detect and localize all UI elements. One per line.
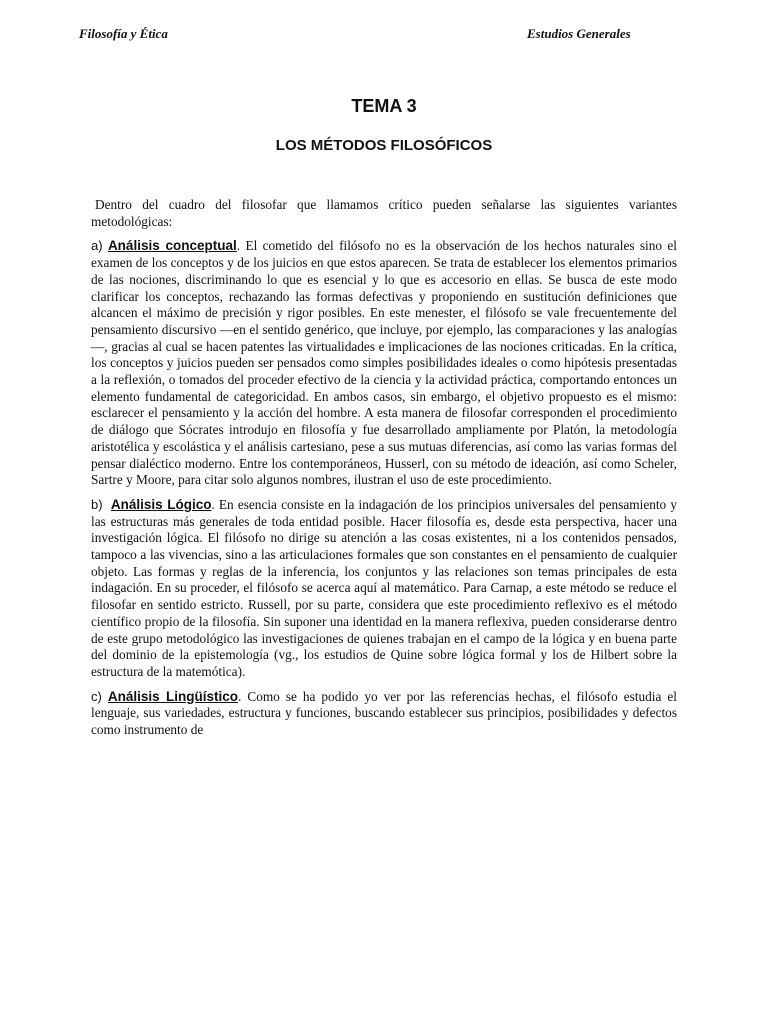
document-body (91, 197, 677, 747)
running-header-right: Estudios Generales (527, 26, 631, 41)
section-a-paragraph (91, 238, 677, 489)
intro-paragraph: Dentro del cuadro del filosofar que llamamos crítico pueden señalarse las siguientes variantes metodológicas: (91, 197, 677, 229)
section-a-text: . El cometido del filósofo no es la observación de los hechos naturales sino el examen de los conceptos y de los juicios en que estos aparecen. Se trata de establecer los elementos primarios de las nociones, discriminando lo que es esencial y lo que es accesorio en ellas. Se busca de este modo clarificar los conceptos, rechazando las formas defectivas y proponiendo en sustitución definiciones que alcancen el máximo de precisión y rigor posibles. En este menester, el filósofo se vale frecuentemente del pensamiento discursivo —en el sentido genérico, que incluye, por ejemplo, las comparaciones y las analogías—, gracias al cual se hacen patentes las virtualidades e implicaciones de las nociones criticadas. En la crítica, los conceptos y juicios pueden ser pensados como simples posibilidades ideales o como hipótesis presentadas a la reflexión, o tomados del proceder efectivo de la ciencia y la actividad práctica, comportando entonces un elemento fundamental de categoricidad. En ambos casos, sin embargo, el objetivo propuesto es el mismo: esclarecer el pensamiento y la acción del hombre. A esta manera de filosofar corresponden el procedimiento de diálogo que Sócrates introdujo en filosofía y fue desarrollado ampliamente por Platón, la metodología aristotélica y escolástica y el análisis cartesiano, pese a sus mutuas diferencias, así como las varias formas del pensar dialéctico moderno. Entre los contemporáneos, Husserl, con su método de ideación, así como Scheler, Sartre y Moore, para citar solo algunos nombres, ilustran el uso de este procedimiento. (91, 238, 678, 488)
section-b-marker: b) (91, 496, 103, 512)
section-c-marker: c) (91, 688, 102, 704)
section-b-text: . En esencia consiste en la indagación de los principios universales del pensamiento y las estructuras más generales de toda entidad posible. Hacer filosofía es, desde esta perspectiva, hacer una investigación lógica. El filósofo no dirige su atención a las cosas existentes, ni a los contenidos pensados, tampoco a las vivencias, sino a las articulaciones formales que son constantes en el pensamiento de cualquier objeto. Las formas y reglas de la inferencia, los conjuntos y las relaciones son temas principales de esta indagación. En su proceder, el filósofo se acerca aquí al matemático. Para Carnap, a este método se reduce el filosofar en sentido estricto. Russell, por su parte, considera que este procedimiento reflexivo es el método científico propio de la filosofía. Sin suponer una identidad en la manera reflexiva, pueden considerarse dentro de este grupo metodológico las investigaciones de quienes trabajan en el campo de la lógica y en buena parte del dominio de la epistemología (vg., los estudios de Quine sobre lógica formal y los de Hilbert sobre la estructura de la matemótica). (91, 496, 677, 679)
section-c-paragraph (91, 689, 677, 739)
section-b-heading: Análisis Lógico (110, 496, 212, 512)
running-header-left: Filosofía y Ética (79, 26, 168, 41)
section-c-text: . Como se ha podido yo ver por las referencias hechas, el filósofo estudia el lenguaje, sus variedades, estructura y funciones, buscando establecer sus principios, posibilidades y defectos como instrumento de (91, 688, 677, 738)
section-b-paragraph (91, 497, 677, 681)
page-title: TEMA 3 (351, 96, 417, 116)
section-a-heading: Análisis conceptual (107, 238, 237, 254)
section-c-heading: Análisis Lingüístico (107, 688, 239, 704)
section-a-marker: a) (91, 238, 103, 254)
page-subtitle: LOS MÉTODOS FILOSÓFICOS (275, 137, 493, 154)
